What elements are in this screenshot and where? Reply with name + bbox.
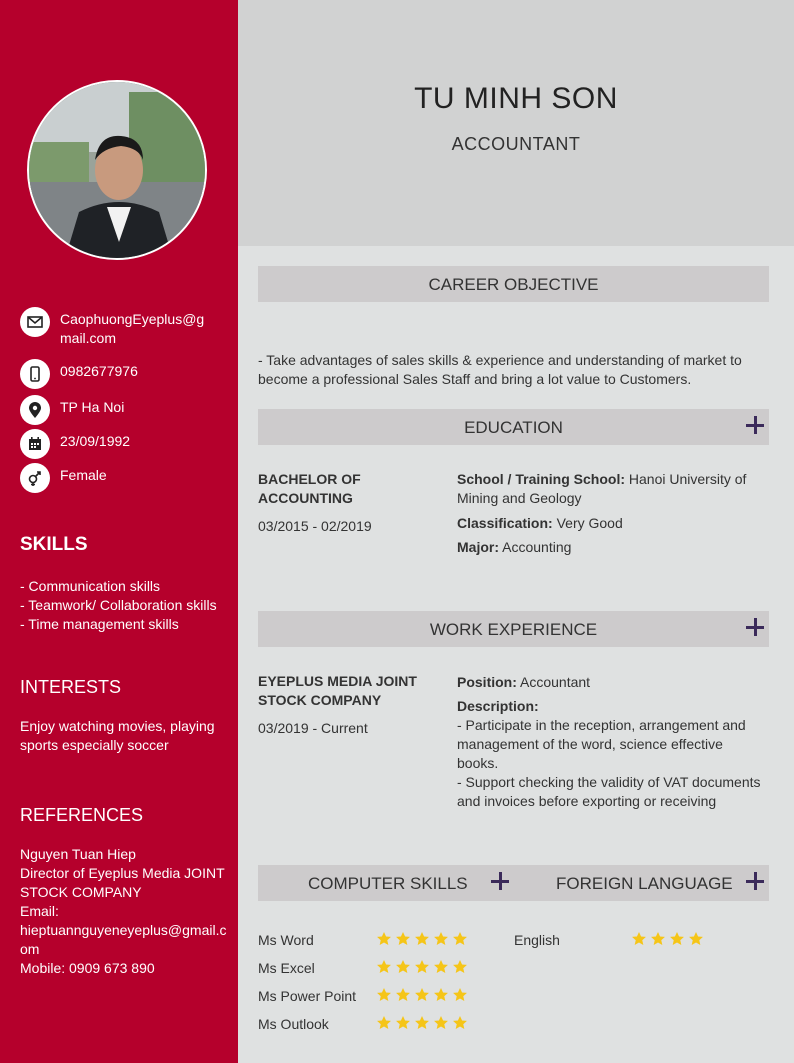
phone-text: 0982677976 bbox=[60, 363, 138, 379]
avatar bbox=[27, 80, 207, 260]
education-school: School / Training School: Hanoi University of Mining and Geology bbox=[457, 471, 747, 506]
phone-icon bbox=[20, 359, 50, 389]
star-icon bbox=[414, 931, 430, 947]
computer-skill-rating bbox=[376, 987, 468, 1003]
star-icon bbox=[376, 987, 392, 1003]
gender-text: Female bbox=[60, 467, 107, 483]
star-icon bbox=[414, 1015, 430, 1031]
star-icon bbox=[376, 959, 392, 975]
skills-language-header bbox=[258, 865, 769, 901]
star-icon bbox=[688, 931, 704, 947]
avatar-photo bbox=[29, 82, 207, 260]
birthday-text: 23/09/1992 bbox=[60, 433, 131, 449]
skill-item: - Teamwork/ Collaboration skills bbox=[20, 597, 217, 613]
foreign-language-title: FOREIGN LANGUAGE bbox=[556, 874, 733, 893]
work-description-item: - Participate in the reception, arrangement and management of the word, science effective books. bbox=[457, 717, 746, 771]
education-major: Major: Accounting bbox=[457, 539, 572, 555]
computer-skill-rating bbox=[376, 1015, 468, 1031]
skill-item: - Communication skills bbox=[20, 578, 161, 594]
interests-title: INTERESTS bbox=[20, 677, 122, 697]
header bbox=[238, 0, 794, 246]
work-experience-header bbox=[258, 611, 769, 647]
star-icon bbox=[452, 987, 468, 1003]
star-icon bbox=[395, 959, 411, 975]
star-icon bbox=[395, 987, 411, 1003]
add-computer-skill-plus-icon[interactable] bbox=[491, 872, 509, 890]
star-icon bbox=[395, 931, 411, 947]
gender-icon bbox=[20, 463, 50, 493]
education-header bbox=[258, 409, 769, 445]
star-icon bbox=[395, 1015, 411, 1031]
calendar-icon bbox=[20, 429, 50, 459]
reference-mobile: Mobile: 0909 673 890 bbox=[20, 960, 155, 976]
work-description-item: - Support checking the validity of VAT documents and invoices before exporting or receiving bbox=[457, 774, 761, 809]
skills-list bbox=[20, 577, 232, 634]
education-degree: BACHELOR OF ACCOUNTING bbox=[258, 471, 361, 506]
work-period: 03/2019 - Current bbox=[258, 720, 368, 736]
star-icon bbox=[433, 931, 449, 947]
email-text: CaophuongEyeplus@gmail.com bbox=[60, 311, 205, 346]
education-classification: Classification: Very Good bbox=[457, 515, 623, 531]
computer-skill-name: Ms Word bbox=[258, 932, 314, 948]
star-icon bbox=[669, 931, 685, 947]
computer-skill-rating bbox=[376, 931, 468, 947]
star-icon bbox=[414, 987, 430, 1003]
work-company: EYEPLUS MEDIA JOINT STOCK COMPANY bbox=[258, 673, 417, 708]
location-pin-icon bbox=[20, 395, 50, 425]
star-icon bbox=[452, 1015, 468, 1031]
star-icon bbox=[376, 931, 392, 947]
reference-email-label: Email: bbox=[20, 903, 59, 919]
education-period: 03/2015 - 02/2019 bbox=[258, 518, 372, 534]
career-objective-text: - Take advantages of sales skills & experience and understanding of market to become a professional Sales Staff and bring a lot value to Customers. bbox=[258, 352, 742, 387]
contact-location bbox=[20, 398, 230, 425]
section-title: CAREER OBJECTIVE bbox=[428, 275, 599, 294]
work-description: Description: - Participate in the reception, arrangement and management of the word, science effective books. - Support checking the validity of VAT documents and invoices before exporting or receiving bbox=[457, 697, 767, 811]
envelope-icon bbox=[20, 307, 50, 337]
sidebar bbox=[0, 0, 238, 1063]
computer-skill-name: Ms Outlook bbox=[258, 1016, 329, 1032]
references-title: REFERENCES bbox=[20, 805, 144, 825]
reference-role: Director of Eyeplus Media JOINT STOCK COMPANY bbox=[20, 865, 225, 900]
references-block bbox=[20, 845, 232, 978]
star-icon bbox=[631, 931, 647, 947]
language-name: English bbox=[514, 932, 560, 948]
language-rating bbox=[631, 931, 704, 947]
candidate-name: TU MINH SON bbox=[414, 82, 618, 115]
contact-birthday bbox=[20, 432, 230, 459]
skill-item: - Time management skills bbox=[20, 616, 179, 632]
star-icon bbox=[650, 931, 666, 947]
add-language-plus-icon[interactable] bbox=[746, 872, 764, 890]
section-title: WORK EXPERIENCE bbox=[429, 620, 598, 639]
reference-name: Nguyen Tuan Hiep bbox=[20, 846, 136, 862]
work-position: Position: Accountant bbox=[457, 674, 591, 690]
computer-skill-name: Ms Excel bbox=[258, 960, 315, 976]
contact-email bbox=[20, 310, 230, 348]
contact-gender bbox=[20, 466, 230, 493]
interests-text: Enjoy watching movies, playing sports especially soccer bbox=[20, 718, 215, 753]
contact-phone bbox=[20, 362, 230, 389]
job-title: ACCOUNTANT bbox=[451, 134, 581, 154]
star-icon bbox=[433, 959, 449, 975]
star-icon bbox=[452, 959, 468, 975]
career-objective-header bbox=[258, 266, 769, 302]
star-icon bbox=[433, 987, 449, 1003]
section-title: EDUCATION bbox=[464, 418, 563, 437]
star-icon bbox=[452, 931, 468, 947]
location-text: TP Ha Noi bbox=[60, 399, 125, 415]
computer-skill-rating bbox=[376, 959, 468, 975]
computer-skill-name: Ms Power Point bbox=[258, 988, 357, 1004]
star-icon bbox=[414, 959, 430, 975]
skills-title: SKILLS bbox=[20, 534, 88, 555]
star-icon bbox=[376, 1015, 392, 1031]
computer-skills-title: COMPUTER SKILLS bbox=[308, 874, 468, 893]
star-icon bbox=[433, 1015, 449, 1031]
add-education-plus-icon[interactable] bbox=[746, 416, 764, 434]
reference-email: hieptuannguyeneyeplus@gmail.com bbox=[20, 922, 227, 957]
add-work-plus-icon[interactable] bbox=[746, 618, 764, 636]
